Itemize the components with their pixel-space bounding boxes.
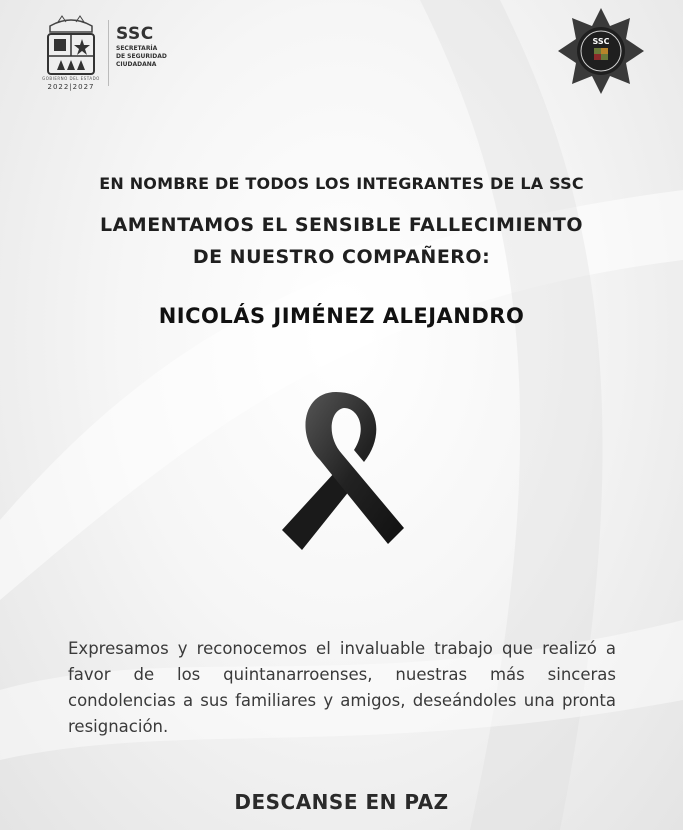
agency-name-line: DE SEGURIDAD bbox=[116, 53, 167, 60]
agency-name-line: SECRETARÍA bbox=[116, 45, 158, 52]
header bbox=[0, 0, 683, 110]
condolence-message: Expresamos y reconocemos el invaluable trabajo que realizó a favor de los quintanarroenses, nuestras más sinceras condolencias a sus familiares y amigos, deseándoles una pronta resignación. bbox=[68, 639, 616, 736]
closing-line: DESCANSE EN PAZ bbox=[234, 790, 449, 814]
police-star-badge-icon bbox=[556, 6, 646, 96]
header-divider bbox=[108, 20, 109, 86]
intro-line: EN NOMBRE DE TODOS LOS INTEGRANTES DE LA SSC bbox=[99, 174, 584, 193]
agency-acronym: SSC bbox=[116, 24, 154, 44]
agency-name bbox=[116, 45, 167, 69]
government-label: GOBIERNO DEL ESTADO bbox=[42, 76, 100, 81]
colleague-line: DE NUESTRO COMPAÑERO: bbox=[192, 246, 491, 268]
condolence-line: LAMENTAMOS EL SENSIBLE FALLECIMIENTO bbox=[99, 214, 584, 236]
badge-text: SSC bbox=[592, 37, 610, 46]
government-period: 2022|2027 bbox=[47, 83, 95, 91]
deceased-name: NICOLÁS JIMÉNEZ ALEJANDRO bbox=[158, 304, 525, 328]
black-mourning-ribbon-icon bbox=[276, 388, 410, 564]
agency-name-line: CIUDADANA bbox=[116, 61, 157, 68]
